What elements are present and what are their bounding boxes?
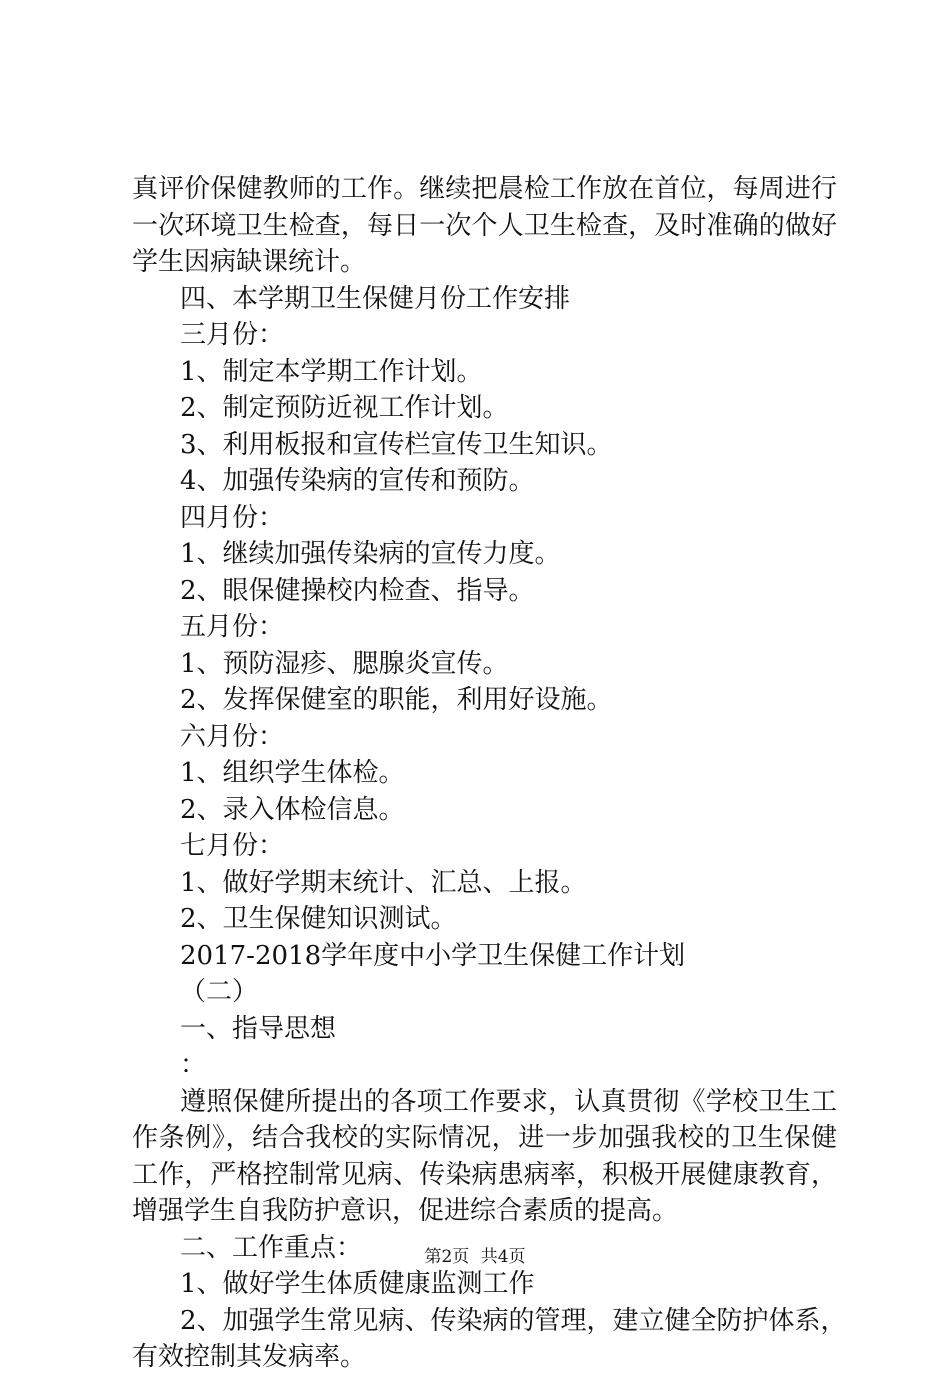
list-item: 1、组织学生体检。 bbox=[180, 758, 405, 788]
section-heading: 二、工作重点： bbox=[180, 1232, 363, 1263]
paragraph-line: 作条例》，结合我校的实际情况，进一步加强我校的卫生保健 bbox=[132, 1123, 837, 1153]
paragraph-line: 一次环境卫生检查，每日一次个人卫生检查，及时准确的做好 bbox=[132, 210, 837, 241]
list-item: 2、加强学生常见病、传染病的管理，建立健全防护体系， bbox=[180, 1305, 847, 1336]
month-heading: 七月份： bbox=[180, 831, 285, 861]
section-heading: 一、指导思想 bbox=[180, 1013, 337, 1044]
month-heading: 四月份： bbox=[180, 502, 285, 533]
month-heading: 六月份： bbox=[180, 721, 285, 752]
paragraph-line: 增强学生自我防护意识，促进综合素质的提高。 bbox=[132, 1196, 679, 1226]
list-item: 2、录入体检信息。 bbox=[180, 794, 405, 825]
list-item: 1、预防湿疹、腮腺炎宣传。 bbox=[180, 648, 509, 679]
section-heading: 四、本学期卫生保健月份工作安排 bbox=[180, 283, 571, 314]
page-footer: 第2页 共4页 bbox=[424, 1247, 526, 1267]
paragraph-line: 遵照保健所提出的各项工作要求，认真贯彻《学校卫生工 bbox=[180, 1086, 837, 1117]
list-item: 4、加强传染病的宣传和预防。 bbox=[180, 466, 535, 496]
list-item: 3、利用板报和宣传栏宣传卫生知识。 bbox=[180, 429, 613, 460]
paragraph-line: 有效控制其发病率。 bbox=[132, 1342, 367, 1372]
month-heading: 五月份： bbox=[180, 612, 285, 642]
document-subtitle: （二） bbox=[180, 977, 259, 1007]
colon-line: ： bbox=[180, 1050, 207, 1080]
list-item: 1、制定本学期工作计划。 bbox=[180, 356, 483, 387]
list-item: 1、做好学期末统计、汇总、上报。 bbox=[180, 867, 587, 898]
list-item: 1、继续加强传染病的宣传力度。 bbox=[180, 539, 561, 569]
document-title: 2017-2018学年度中小学卫生保健工作计划 bbox=[180, 940, 686, 971]
list-item: 2、卫生保健知识测试。 bbox=[180, 904, 457, 934]
paragraph-line: 工作，严格控制常见病、传染病患病率，积极开展健康教育， bbox=[132, 1159, 837, 1190]
list-item: 2、制定预防近视工作计划。 bbox=[180, 393, 509, 423]
list-item: 2、眼保健操校内检查、指导。 bbox=[180, 575, 535, 606]
list-item: 1、做好学生体质健康监测工作 bbox=[180, 1269, 535, 1299]
list-item: 2、发挥保健室的职能，利用好设施。 bbox=[180, 685, 613, 715]
document-body bbox=[132, 171, 847, 1376]
paragraph-line: 真评价保健教师的工作。继续把晨检工作放在首位，每周进行 bbox=[132, 174, 837, 204]
paragraph-line: 学生因病缺课统计。 bbox=[132, 247, 367, 277]
month-heading: 三月份： bbox=[180, 320, 285, 350]
